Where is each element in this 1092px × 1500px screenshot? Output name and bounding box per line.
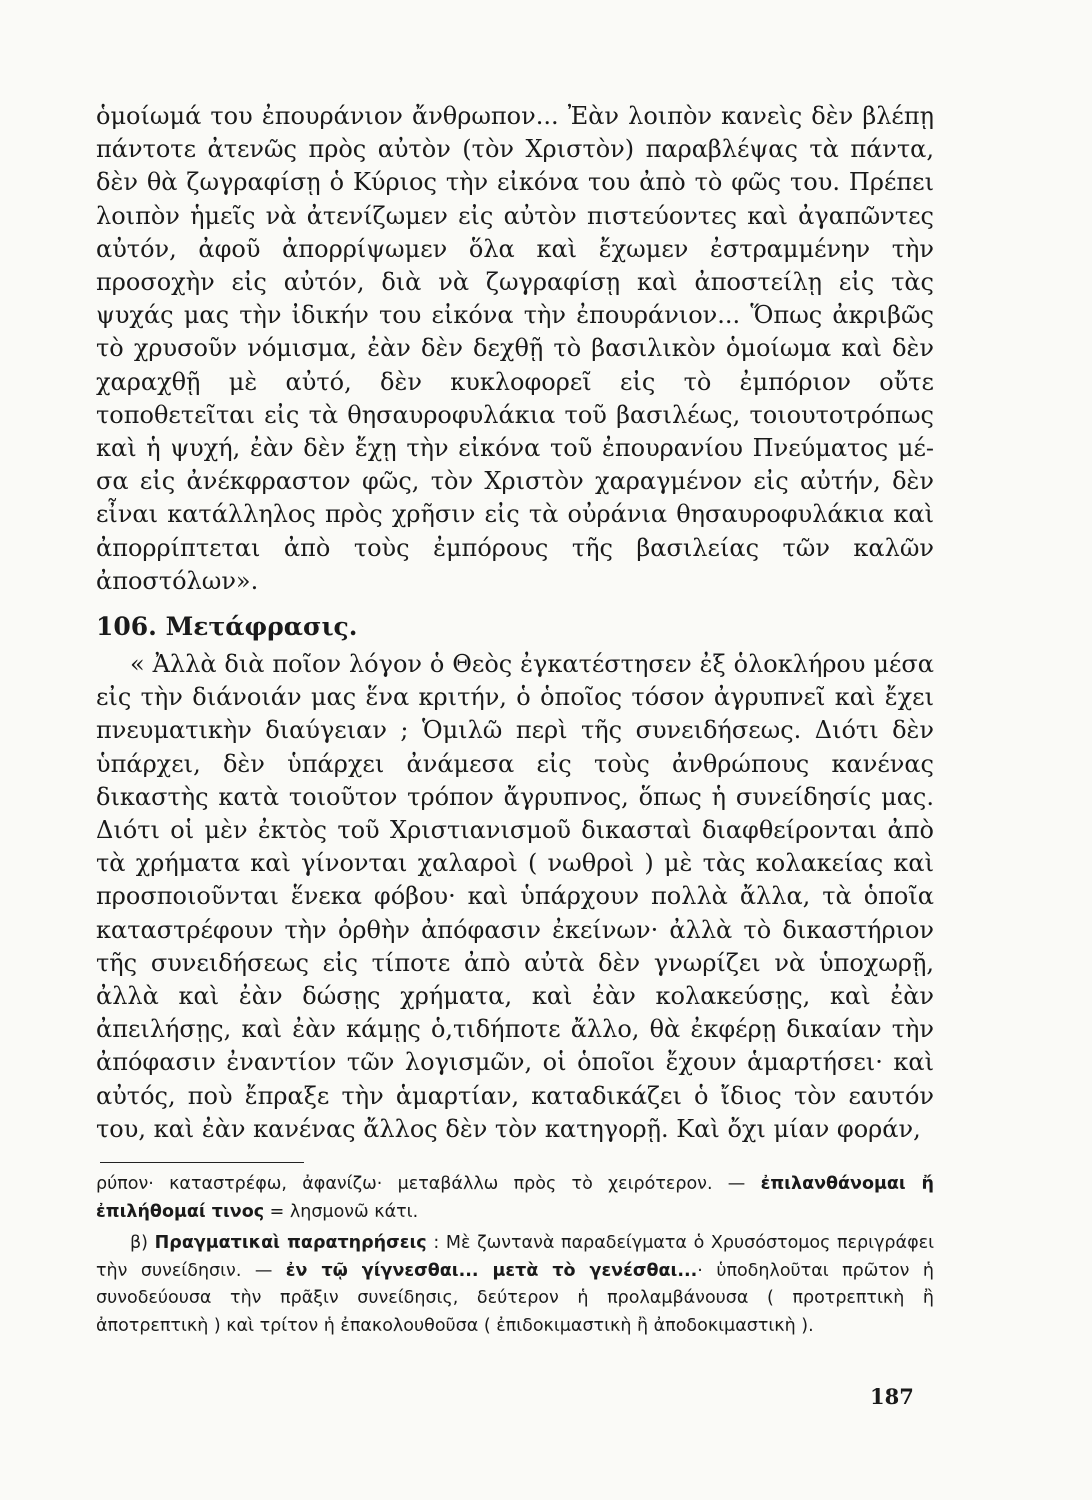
footnote-1-text-b: = λησμονῶ κάτι. (264, 1201, 419, 1222)
footnote-2-bold-a: Πραγματικαὶ παρατηρήσεις (154, 1233, 427, 1254)
footnote-2-bold-b: ἐν τῷ γίγνεσθαι... μετὰ τὸ γενέσθαι... (285, 1260, 698, 1281)
footnote-1 (96, 1171, 934, 1226)
footnote-separator (100, 1162, 304, 1163)
body-paragraph-1: ὁμοίωμά του ἐπουράνιον ἄνθρωπον... Ἐὰν λοιπὸν κανεὶς δὲν βλέπῃ πάντοτε ἀτενῶς πρὸς αὐτὸν (τὸν Χριστὸν) παραβλέψας τὰ πάντα, δὲν θὰ ζωγραφίσῃ ὁ Κύριος τὴν εἰκόνα του ἀπὸ τὸ φῶς του. Πρέπει λοιπὸν ἡμεῖς νὰ ἀτενίζωμεν εἰς αὐτὸν πιστεύοντες καὶ ἀγαπῶντες αὐτόν, ἀφοῦ ἀπορρίψωμεν ὅλα καὶ ἔχωμεν ἐστραμμένην τὴν προσοχὴν εἰς αὐτόν, διὰ νὰ ζωγραφίσῃ καὶ ἀποστείλῃ εἰς τὰς ψυχάς μας τὴν ἰδικήν του εἰκόνα τὴν ἐπουράνιον... Ὅπως ἀκριβῶς τὸ χρυσοῦν νόμισμα, ἐὰν δὲν δεχθῇ τὸ βασιλικὸν ὁμοίωμα καὶ δὲν χαραχθῇ μὲ αὐτό, δὲν κυκλοφορεῖ εἰς τὸ ἐμπόριον οὔτε τοποθετεῖται εἰς τὰ θησαυροφυλάκια τοῦ βασιλέως, τοιουτοτρόπως καὶ ἡ ψυχή, ἐὰν δὲν ἔχῃ τὴν εἰκόνα τοῦ ἐπουρανίου Πνεύματος μέσα εἰς ἀνέκφραστον φῶς, τὸν Χριστὸν χαραγμένον εἰς αὐτήν, δὲν εἶναι κατάλληλος πρὸς χρῆσιν εἰς τὰ οὐράνια θησαυροφυλάκια καὶ ἀπορρίπτεται ἀπὸ τοὺς ἐμπόρους τῆς βασιλείας τῶν καλῶν ἀποστόλων». (96, 102, 934, 595)
footnote-2-text-a: : Μὲ ζωντανὰ παραδείγματα ὁ Χρυσόστομος περιγράφει τὴν συνείδησιν. — (96, 1233, 934, 1281)
footnote-2-text-b: · ὑποδηλοῦται πρῶτον ἡ συνοδεύουσα τὴν πρᾶξιν συνείδησις, δεύτερον ἡ προλαμβάνουσα ( προτρεπτικὴ ἢ ἀποτρεπτικὴ ) καὶ τρίτον ἡ ἐπακολουθοῦσα ( ἐπιδοκιμαστικὴ ἢ ἀποδοκιμαστικὴ ). (96, 1260, 934, 1336)
page-content (96, 100, 934, 1340)
footnote-1-bold-a: ἐπιλανθάνομαι ἤ ἐπιλήθομαί τινος (96, 1174, 934, 1222)
footnote-1-text-a: ρύπον· καταστρέφω, ἀφανίζω· μεταβάλλω πρὸς τὸ χειρότερον. — (96, 1174, 761, 1195)
body-paragraph-2: « Ἀλλὰ διὰ ποῖον λόγον ὁ Θεὸς ἐγκατέστησεν ἐξ ὁλοκλήρου μέσα εἰς τὴν διάνοιάν μας ἕνα κριτήν, ὁ ὁποῖος τόσον ἀγρυπνεῖ καὶ ἔχει πνευματικὴν διαύγειαν ; Ὁμιλῶ περὶ τῆς συνειδήσεως. Διότι δὲν ὑπάρχει, δὲν ὑπάρχει ἀνάμεσα εἰς τοὺς ἀνθρώπους κανένας δικαστὴς κατὰ τοιοῦτον τρόπον ἄγρυπνος, ὅπως ἡ συνείδησίς μας. Διότι οἱ μὲν ἐκτὸς τοῦ Χριστιανισμοῦ δικασταὶ διαφθείρονται ἀπὸ τὰ χρήματα καὶ γίνονται χαλαροὶ ( νωθροὶ ) μὲ τὰς κολακείας καὶ προσποιοῦνται ἕνεκα φόβου· καὶ ὑπάρχουν πολλὰ ἄλλα, τὰ ὁποῖα καταστρέφουν τὴν ὀρθὴν ἀπόφασιν ἐκείνων· ἀλλὰ τὸ δικαστήριον τῆς συνειδήσεως εἰς τίποτε ἀπὸ αὐτὰ δὲν γνωρίζει νὰ ὑποχωρῇ, ἀλλὰ καὶ ἐὰν δώσῃς χρήματα, καὶ ἐὰν κολακεύσῃς, καὶ ἐὰν ἀπειλήσῃς, καὶ ἐὰν κάμῃς ὁ,τιδήποτε ἄλλο, θὰ ἐκφέρῃ δικαίαν τὴν ἀπόφασιν ἐναντίον τῶν λογισμῶν, οἱ ὁποῖοι ἔχουν ἁμαρτήσει· καὶ αὐτός, ποὺ ἔπραξε τὴν ἁμαρτίαν, καταδικάζει ὁ ἴδιος τὸν εαυτόν του, καὶ ἐὰν κανένας ἄλλος δὲν τὸν κατηγορῇ. Καὶ ὄχι μίαν φοράν, (96, 650, 934, 1143)
footnote-2-label: β) (130, 1233, 155, 1254)
footnote-2 (96, 1230, 934, 1340)
page-number: 187 (870, 1384, 914, 1409)
section-heading: 106. Μετάφρασις. (96, 612, 358, 642)
